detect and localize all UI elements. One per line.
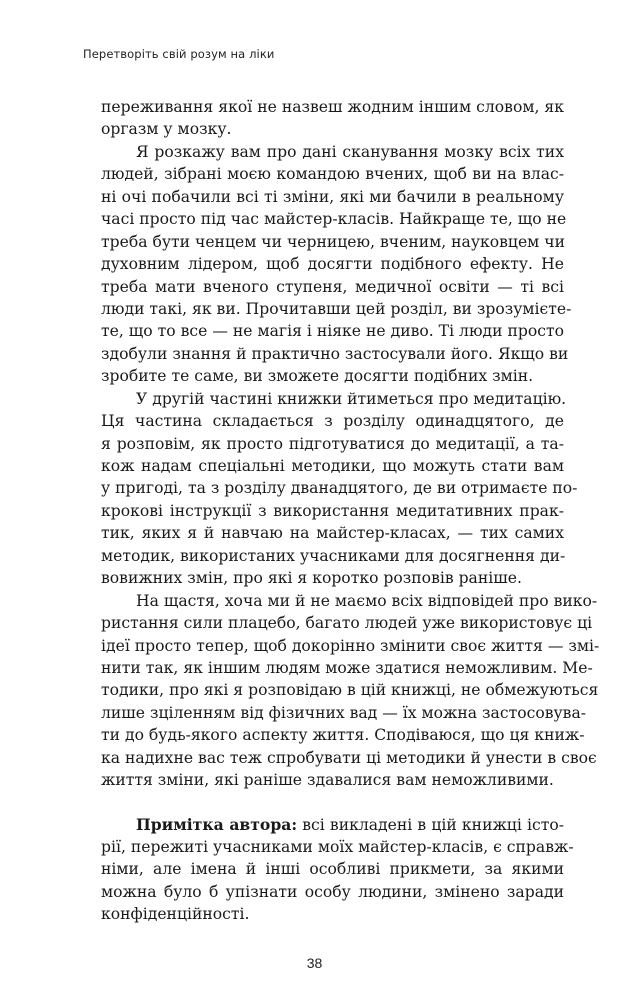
author-note-text: всі викладені в цій книжці істо-: [302, 815, 564, 834]
text-line: те, що то все — не магія і ніяке не диво. Ті люди просто: [101, 322, 564, 341]
text-line: треба мати вченого ступеня, медичної освіти — ті всі: [101, 277, 564, 296]
text-line: ристання сили плацебо, багато людей уже використовує ці: [101, 614, 593, 633]
text-line: конфіденційності.: [101, 905, 250, 924]
text-line: [101, 814, 564, 836]
text-line: тодики, про які я розповідаю в цій книжці, не обмежуються: [101, 681, 599, 700]
text-line: ідеї просто тепер, щоб докорінно змінити своє життя — змі-: [101, 636, 600, 655]
paragraph: [101, 141, 572, 388]
text-line: здобули знання й практично застосували його. Якщо ви: [101, 344, 569, 363]
text-line: кож надам спеціальні методики, що можуть стати вам: [101, 457, 564, 475]
text-line: можна було б упізнати особу людини, змінено заради: [101, 882, 564, 901]
text-line: Ця частина складається з розділу одинадцятого, де: [101, 412, 564, 431]
text-line: людей, зібрані моєю командою вчених, щоб ви на влас-: [101, 165, 564, 184]
text-line: духовним лідером, щоб досягти подібного ефекту. Не: [101, 255, 564, 274]
text-line: вовижних змін, про які я коротко розповів раніше.: [101, 569, 522, 588]
page-body: [101, 96, 600, 926]
text-line: Я розкажу вам про дані сканування мозку всіх тих: [136, 142, 564, 161]
text-line: у пригоді, та з розділу дванадцятого, де ви отримаєте по-: [101, 479, 578, 498]
text-line: лише зціленням від фізичних вад — їх можна застосовува-: [101, 703, 587, 722]
text-line: методик, використаних учасниками для досягнення ди-: [101, 546, 566, 565]
text-line: люди такі, як ви. Прочитавши цей розділ, ви зрозумієте-: [101, 299, 572, 318]
text-line: оргазм у мозку.: [101, 120, 232, 139]
text-line: рії, пережиті учасниками моїх майстер-класів, є справж-: [101, 838, 574, 856]
text-line: зробите те саме, ви зможете досягти подібних змін.: [101, 367, 534, 386]
page-number: 38: [306, 955, 323, 971]
text-line: життя зміни, які раніше здавалися вам неможливими.: [101, 771, 554, 790]
text-line: переживання якої не назвеш жодним іншим словом, як: [101, 98, 564, 116]
text-line: ка надихне вас теж спробувати ці методики й унести в своє: [101, 748, 597, 767]
text-line: ні очі побачили всі ті зміни, які ми бачили в реальному: [101, 187, 564, 206]
paragraph: [101, 590, 600, 792]
author-note: [101, 814, 574, 926]
text-line: я розповім, як просто підготуватися до медитації, а та-: [101, 434, 564, 453]
text-line: На щастя, хоча ми й не маємо всіх відповідей про вико-: [136, 591, 598, 610]
paragraph: [101, 388, 578, 590]
text-line: У другій частині книжки йтиметься про медитацію.: [136, 389, 567, 408]
paragraph: [101, 96, 564, 141]
text-line: треба бути ченцем чи черницею, вченим, науковцем чи: [101, 232, 565, 251]
spacer: [101, 792, 564, 814]
author-note-label: Примітка автора:: [136, 814, 298, 834]
text-line: нити так, як іншим людям може здатися неможливим. Ме-: [101, 658, 593, 677]
text-line: крокові інструкції з використання медитативних прак-: [101, 501, 564, 520]
running-head: Перетворіть свій розум на ліки: [83, 47, 275, 61]
text-line: ти до будь-якого аспекту життя. Сподіваюся, що ця книж-: [101, 726, 585, 745]
text-line: тик, яких я й навчаю на майстер-класах, — тих самих: [101, 524, 564, 543]
text-line: часі просто під час майстер-класів. Найкраще те, що не: [101, 210, 567, 229]
text-line: німи, але імена й інші особливі прикмети, за якими: [101, 860, 564, 879]
